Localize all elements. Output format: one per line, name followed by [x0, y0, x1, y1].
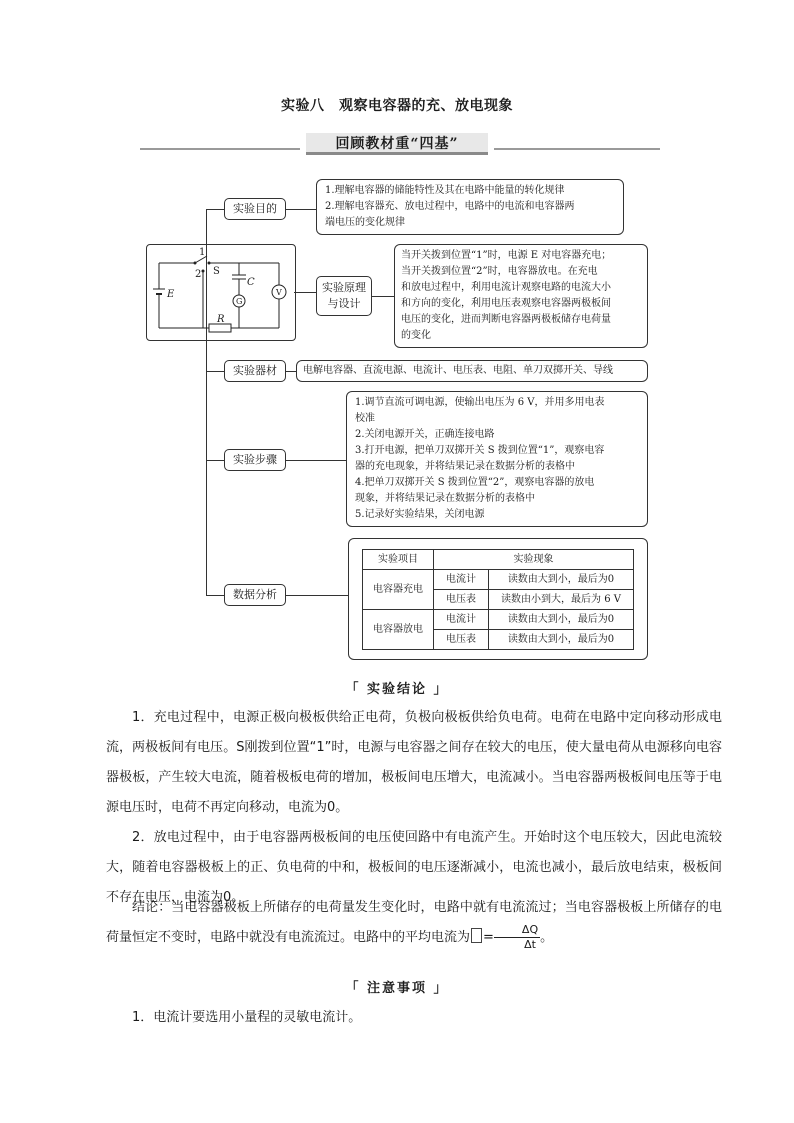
connector	[206, 460, 224, 461]
formula-fraction	[494, 923, 540, 952]
principle-line: 的变化	[401, 330, 431, 341]
principle-line: 当开关拨到位置“1”时，电源 E 对电容器充电；	[401, 250, 612, 261]
card-analysis	[348, 538, 648, 660]
label-V: V	[276, 288, 282, 297]
section-banner	[300, 131, 494, 161]
purpose-line: 2.理解电容器充、放电过程中，电路中的电流和电容器两	[325, 201, 575, 212]
table-row	[363, 570, 634, 590]
purpose-line: 1.理解电容器的储能特性及其在电路中能量的转化规律	[325, 185, 565, 196]
card-principle	[394, 244, 648, 348]
notes-paragraph-1: 1．电流计要选用小量程的灵敏电流计。	[132, 1010, 362, 1025]
conclusion-text: 结论：当电容器极板上所储存的电荷量发生变化时，电路中就有电流流过；当电容器极板上所储存的电荷量恒定不变时，电路中就没有电流流过。电路中的平均电流为	[106, 900, 722, 945]
step-line: 器的充电现象，并将结果记录在数据分析的表格中	[355, 461, 575, 472]
node-analysis: 数据分析	[224, 584, 286, 606]
principle-line: 当开关拨到位置“2”时，电容器放电。在充电	[401, 266, 598, 277]
node-purpose: 实验目的	[224, 198, 286, 220]
formula-denominator: Δt	[524, 938, 536, 951]
circuit-svg	[147, 245, 295, 340]
step-line: 4.把单刀双掷开关 S 拨到位置“2”，观察电容器的放电	[355, 477, 595, 488]
label-S: S	[213, 266, 220, 277]
table-cell: 电压表	[434, 630, 489, 650]
label-G: G	[236, 297, 243, 306]
step-line: 3.打开电源，把单刀双掷开关 S 拨到位置“1”，观察电容	[355, 445, 605, 456]
observation-table	[362, 549, 634, 650]
table-header-row	[363, 550, 634, 570]
principle-line: 和方向的变化，利用电压表观察电容器两极板间	[401, 298, 611, 309]
connector	[206, 209, 224, 210]
table-cell: 电容器充电	[363, 570, 434, 610]
step-line: 5.记录好实验结果，关闭电源	[355, 509, 485, 520]
card-purpose	[316, 179, 624, 235]
connector	[286, 371, 296, 372]
label-pos2: 2	[195, 269, 202, 280]
formula-equals: =	[483, 930, 494, 945]
card-steps	[346, 391, 648, 527]
connector	[286, 595, 348, 596]
table-cell: 电流计	[434, 610, 489, 630]
step-line: 2.关闭电源开关，正确连接电路	[355, 429, 495, 440]
node-equipment: 实验器材	[224, 360, 286, 382]
connector	[372, 296, 394, 297]
formula-numerator: ΔQ	[494, 923, 540, 938]
table-cell: 读数由小到大，最后为 6 V	[489, 590, 634, 610]
principle-line: 电压的变化，进而判断电容器两极板储存电荷量	[401, 314, 611, 325]
connector	[206, 595, 224, 596]
connector	[206, 371, 224, 372]
circuit-diagram	[146, 244, 296, 341]
table-cell: 读数由大到小，最后为0	[489, 630, 634, 650]
table-header: 实验项目	[363, 550, 434, 570]
table-cell: 读数由大到小，最后为0	[489, 610, 634, 630]
step-line: 1.调节直流可调电源，使输出电压为 6 V，并用多用电表	[355, 397, 605, 408]
connector	[294, 292, 316, 293]
conclusion-paragraph-2: 2．放电过程中，由于电容器两极板间的电压使回路中有电流产生。开始时这个电压较大，因此电流较大，随着电容器极板上的正、负电荷的中和，极板间的电压逐渐减小，电流也减小，最后放电结束，极板间不存在电压，电流为0。	[106, 830, 722, 905]
table-cell: 电流计	[434, 570, 489, 590]
section-banner-label: 回顾教材重“四基”	[306, 133, 488, 155]
node-principle	[316, 276, 372, 316]
connector	[286, 460, 346, 461]
conclusion-paragraph-3	[106, 893, 722, 953]
principle-line: 和放电过程中，利用电流计观察电路的电流大小	[401, 282, 611, 293]
step-line: 校准	[355, 413, 375, 424]
card-equipment: 电解电容器、直流电源、电流计、电压表、电阻、单刀双掷开关、导线	[296, 360, 648, 382]
connector	[286, 209, 316, 210]
table-cell: 电压表	[434, 590, 489, 610]
principle-label-line: 实验原理	[322, 281, 366, 294]
table-cell: 电容器放电	[363, 610, 434, 650]
label-pos1: 1	[199, 247, 206, 258]
page-title: 实验八 观察电容器的充、放电现象	[281, 98, 513, 114]
principle-label-line: 与设计	[327, 297, 361, 310]
label-R: R	[217, 314, 225, 325]
table-row	[363, 610, 634, 630]
step-line: 现象，并将结果记录在数据分析的表格中	[355, 493, 535, 504]
table-header: 实验现象	[434, 550, 634, 570]
purpose-line: 端电压的变化规律	[325, 217, 405, 228]
node-steps: 实验步骤	[224, 449, 286, 471]
conclusion-heading: 「 实验结论 」	[345, 682, 449, 697]
label-E: E	[167, 289, 175, 300]
conclusion-paragraph-1: 1．充电过程中，电源正极向极板供给正电荷，负极向极板供给负电荷。电荷在电路中定向移动形成电流，两极板间有电压。S刚拨到位置“1”时，电源与电容器之间存在较大的电压，使大量电荷从电源移向电容器极板，产生较大电流，随着极板电荷的增加，极板间电压增大，电流减小。当电容器两极板间电压等于电源电压时，电荷不再定向移动，电流为0。	[106, 710, 722, 815]
conclusion-end: 。	[540, 930, 554, 945]
table-cell: 读数由大到小，最后为0	[489, 570, 634, 590]
label-C: C	[247, 277, 255, 288]
current-symbol	[471, 928, 482, 943]
notes-heading: 「 注意事项 」	[345, 981, 449, 996]
